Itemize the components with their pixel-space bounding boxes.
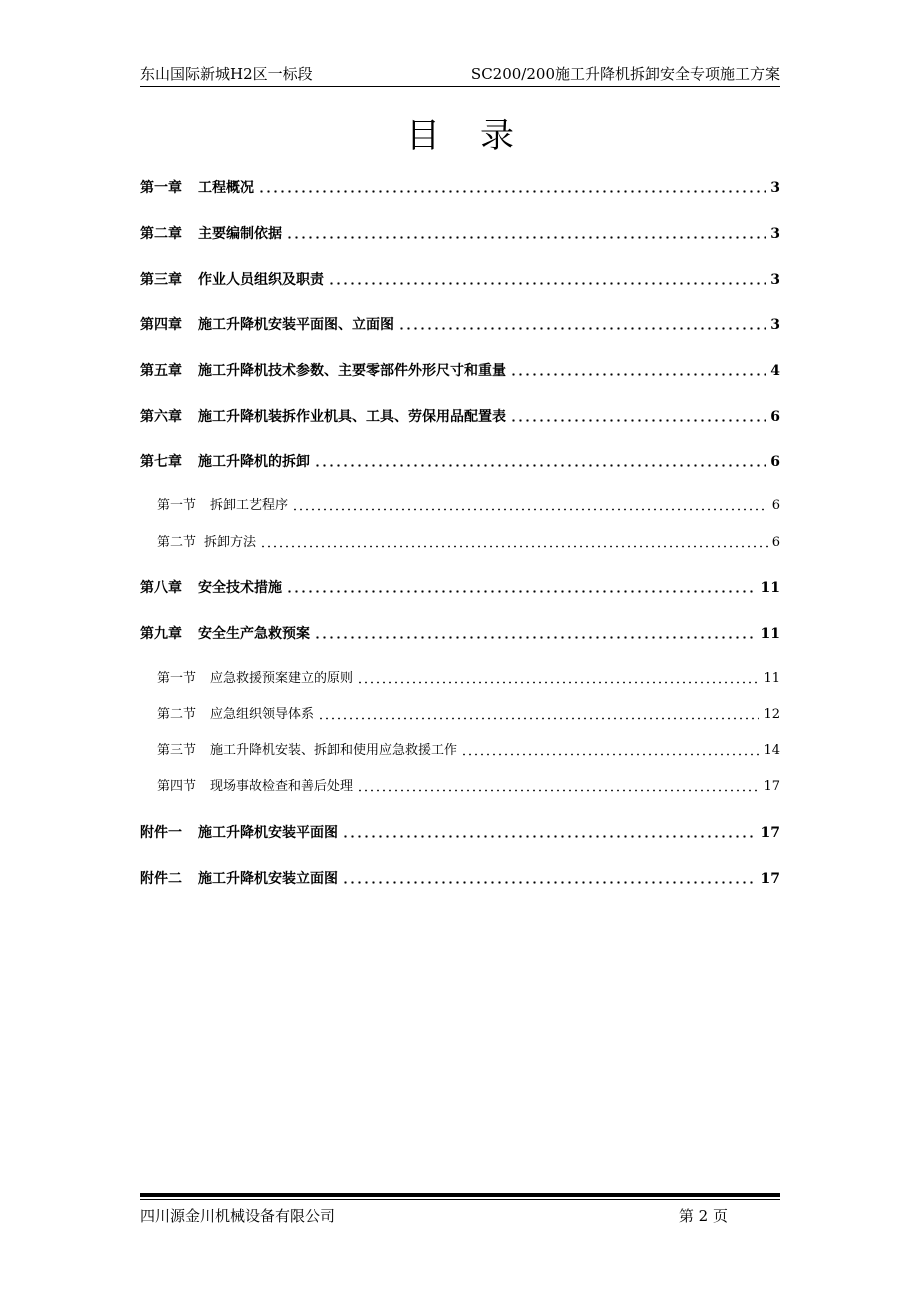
toc-entry-page: 11 [760, 626, 780, 642]
toc-entry-number: 附件二 [140, 871, 182, 887]
toc-entry-page: 4 [770, 363, 780, 379]
toc-entry-page: 3 [770, 317, 780, 333]
header-project-name: 东山国际新城H2区一标段 [140, 65, 313, 83]
toc-title [0, 112, 920, 160]
toc-entry-label: 施工升降机安装平面图、立面图 [198, 317, 394, 333]
toc-entry-chapter-3[interactable] [140, 268, 780, 290]
toc-entry-number: 第二节 [157, 707, 197, 722]
toc-entry-label: 施工升降机安装、拆卸和使用应急救援工作 [210, 743, 458, 758]
dot-leader [286, 590, 757, 593]
toc-entry-page: 3 [770, 272, 780, 288]
toc-entry-number: 第四节 [157, 779, 197, 794]
toc-entry-chapter-1[interactable] [140, 176, 780, 198]
toc-entry-chapter-7[interactable] [140, 450, 780, 472]
toc-entry-page: 17 [760, 825, 780, 841]
toc-entry-page: 3 [770, 180, 780, 196]
toc-entry-label: 施工升降机的拆卸 [198, 454, 310, 470]
page-header [140, 64, 780, 87]
toc-entry-chapter-2[interactable] [140, 222, 780, 244]
footer-rule-thick [140, 1193, 780, 1197]
toc-entry-number: 第五章 [140, 363, 182, 379]
toc-entry-label: 作业人员组织及职责 [198, 272, 324, 288]
toc-entry-label: 工程概况 [198, 180, 254, 196]
toc-entry-chapter-4[interactable] [140, 313, 780, 335]
toc-entry-page: 11 [763, 671, 780, 686]
toc-entry-number: 第四章 [140, 317, 182, 333]
toc-entry-label: 应急救援预案建立的原则 [210, 671, 354, 686]
dot-leader [258, 190, 766, 193]
dot-leader [510, 419, 766, 422]
toc-entry-section-9-1[interactable] [157, 667, 780, 689]
dot-leader [314, 464, 766, 467]
toc-entry-appendix-2[interactable] [140, 867, 780, 889]
dot-leader [318, 717, 759, 720]
footer-company-name: 四川源金川机械设备有限公司 [140, 1207, 336, 1225]
dot-leader [260, 545, 768, 548]
toc-entry-label: 安全生产急救预案 [198, 626, 310, 642]
toc-entry-page: 17 [760, 871, 780, 887]
toc-entry-page: 17 [763, 779, 780, 794]
toc-entry-number: 第二章 [140, 226, 182, 242]
dot-leader [286, 236, 766, 239]
toc-entry-label: 主要编制依据 [198, 226, 282, 242]
toc-entry-number: 第一节 [157, 671, 197, 686]
toc-entry-section-7-1[interactable] [157, 494, 780, 516]
toc-title-char-2: 录 [480, 116, 514, 156]
toc-title-char-1: 目 [406, 116, 440, 156]
toc-entry-number: 第三章 [140, 272, 182, 288]
toc-entry-page: 14 [763, 743, 780, 758]
toc-entry-number: 第八章 [140, 580, 182, 596]
dot-leader [328, 282, 766, 285]
toc-entry-number: 第一节 [157, 498, 197, 513]
toc-entry-section-9-4[interactable] [157, 775, 780, 797]
toc-entry-label: 应急组织领导体系 [210, 707, 315, 722]
dot-leader [342, 835, 757, 838]
dot-leader [357, 789, 759, 792]
toc-entry-section-7-2[interactable] [157, 531, 780, 553]
dot-leader [398, 327, 766, 330]
toc-entry-section-9-3[interactable] [157, 739, 780, 761]
toc-entry-page: 6 [770, 454, 780, 470]
toc-entry-chapter-6[interactable] [140, 405, 780, 427]
toc-entry-page: 11 [760, 580, 780, 596]
toc-entry-number: 第九章 [140, 626, 182, 642]
toc-entry-page: 3 [770, 226, 780, 242]
toc-entry-number: 第六章 [140, 409, 182, 425]
toc-entry-label: 施工升降机安装立面图 [198, 871, 338, 887]
dot-leader [342, 881, 757, 884]
toc-entry-number: 第一章 [140, 180, 182, 196]
toc-entry-label: 拆卸工艺程序 [210, 498, 289, 513]
toc-entry-number: 附件一 [140, 825, 182, 841]
toc-entry-page: 6 [771, 535, 780, 550]
toc-entry-label: 施工升降机技术参数、主要零部件外形尺寸和重量 [198, 363, 506, 379]
toc-entry-label: 拆卸方法 [204, 535, 257, 550]
toc-entry-number: 第二节 [157, 535, 197, 550]
header-document-title: SC200/200施工升降机拆卸安全专项施工方案 [470, 65, 780, 83]
toc-entry-page: 6 [771, 498, 780, 513]
dot-leader [461, 753, 759, 756]
toc-entry-label: 安全技术措施 [198, 580, 282, 596]
toc-entry-appendix-1[interactable] [140, 821, 780, 843]
toc-entry-chapter-9[interactable] [140, 622, 780, 644]
toc-entry-chapter-5[interactable] [140, 359, 780, 381]
toc-entry-label: 施工升降机装拆作业机具、工具、劳保用品配置表 [198, 409, 506, 425]
toc-entry-label: 现场事故检查和善后处理 [210, 779, 354, 794]
footer-page-number: 第 2 页 [678, 1207, 728, 1225]
toc-entry-page: 6 [770, 409, 780, 425]
toc-entry-section-9-2[interactable] [157, 703, 780, 725]
toc-entry-chapter-8[interactable] [140, 576, 780, 598]
dot-leader [510, 373, 766, 376]
toc-entry-number: 第七章 [140, 454, 182, 470]
dot-leader [314, 636, 757, 639]
toc-entry-label: 施工升降机安装平面图 [198, 825, 338, 841]
footer-rule-thin [140, 1199, 780, 1200]
dot-leader [357, 681, 759, 684]
toc-entry-number: 第三节 [157, 743, 197, 758]
page-footer [140, 1206, 780, 1228]
dot-leader [292, 508, 768, 511]
toc-entry-page: 12 [763, 707, 780, 722]
